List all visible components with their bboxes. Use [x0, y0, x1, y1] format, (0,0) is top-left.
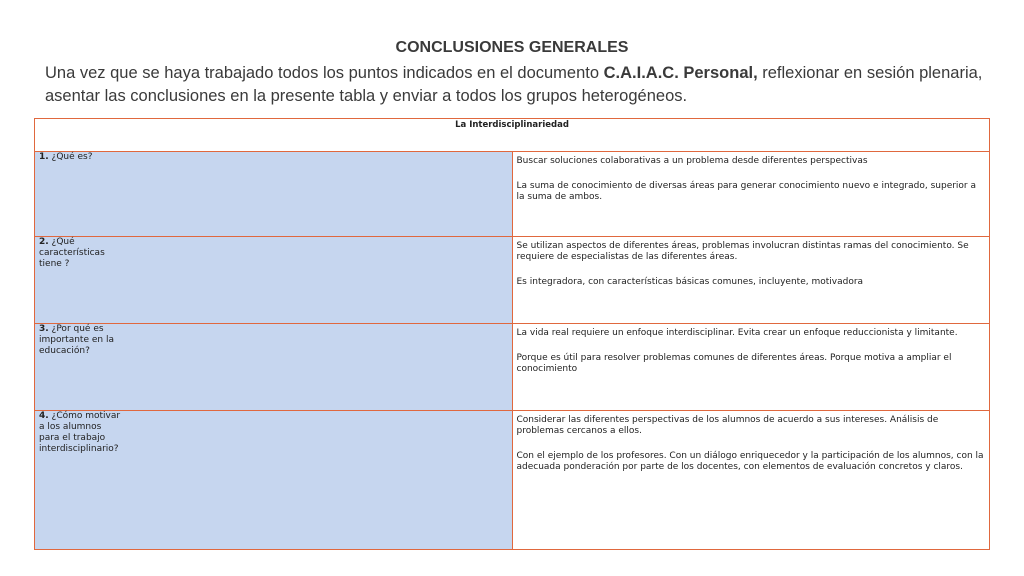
answer-cell: [512, 411, 990, 550]
answer-cell: [512, 152, 990, 237]
answer-text: Considerar las diferentes perspectivas de los alumnos de acuerdo a sus intereses. Análisis de problemas cercanos a ellos.: [516, 415, 939, 436]
question-text: ¿Qué características tiene ?: [39, 237, 105, 269]
table-row: [35, 152, 990, 237]
table-row: [35, 324, 990, 411]
question-cell: [35, 324, 513, 411]
question-cell: [35, 411, 513, 550]
table-header: La Interdisciplinariedad: [35, 119, 990, 152]
question-number: 3.: [39, 324, 49, 334]
question-text: ¿Por qué es importante en la educación?: [39, 324, 114, 356]
answer-text: Buscar soluciones colaborativas a un problema desde diferentes perspectivas: [516, 156, 868, 166]
intro-text-start: Una vez que se haya trabajado todos los puntos indicados en el documento: [45, 64, 604, 82]
answer-cell: [512, 237, 990, 324]
answer-text: La vida real requiere un enfoque interdisciplinar. Evita crear un enfoque reduccionista y limitante.: [516, 328, 958, 338]
question-cell: [35, 237, 513, 324]
table-row: [35, 411, 990, 550]
question-number: 4.: [39, 411, 49, 421]
answer-text: La suma de conocimiento de diversas áreas para generar conocimiento nuevo e integrado, superior a la suma de ambos.: [516, 181, 977, 202]
page-title: CONCLUSIONES GENERALES: [395, 39, 629, 56]
intro-paragraph: [45, 62, 985, 108]
answer-text: Con el ejemplo de los profesores. Con un diálogo enriquecedor y la participación de los alumnos, con la adecuada ponderación por parte de los docentes, con elementos de evaluación concretos y claros.: [516, 451, 984, 472]
intro-text-end: reflexionar en sesión plenaria, asentar las conclusiones en la presente tabla y enviar a todos los grupos heterogéneos.: [45, 64, 983, 105]
question-text: ¿Qué es?: [48, 152, 93, 162]
question-text: ¿Cómo motivar a los alumnos para el trabajo interdisciplinario?: [39, 411, 121, 454]
question-number: 2.: [39, 237, 49, 247]
conclusions-table: [34, 118, 990, 550]
answer-text: Porque es útil para resolver problemas comunes de diferentes áreas. Porque motiva a ampliar el conocimiento: [516, 353, 952, 374]
question-number: 1.: [39, 152, 49, 162]
answer-text: Es integradora, con características básicas comunes, incluyente, motivadora: [516, 277, 864, 287]
intro-document-name: C.A.I.A.C. Personal,: [603, 64, 758, 82]
answer-cell: [512, 324, 990, 411]
question-cell: [35, 152, 513, 237]
answer-text: Se utilizan aspectos de diferentes áreas, problemas involucran distintas ramas del conocimiento. Se requiere de especialistas de las diferentes áreas.: [516, 241, 969, 262]
table-row: [35, 237, 990, 324]
